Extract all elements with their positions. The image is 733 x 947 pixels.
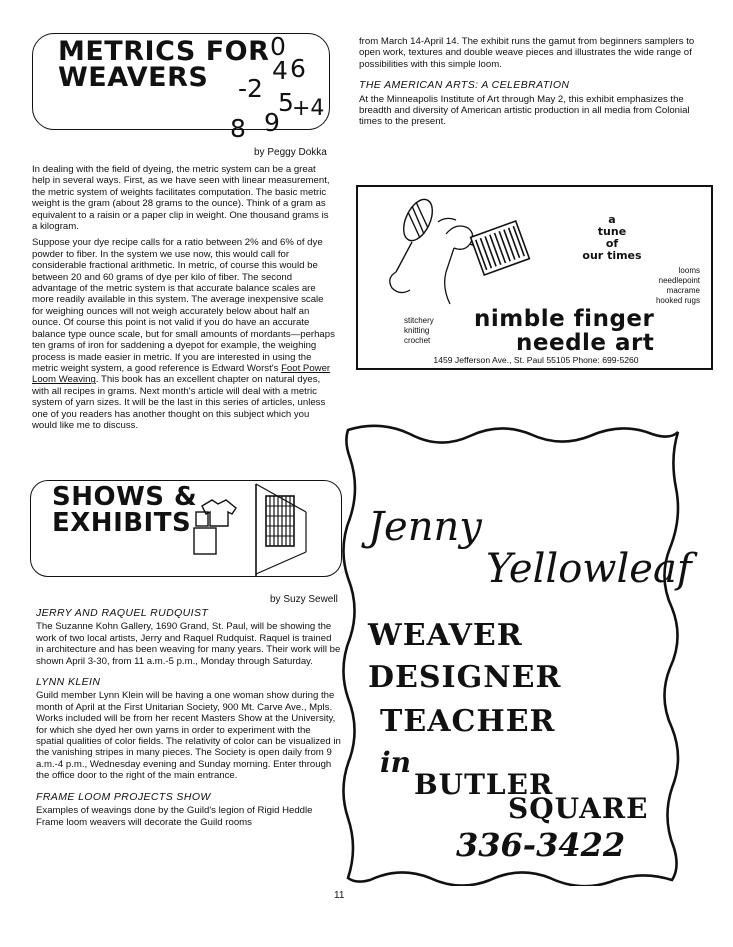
item3-heading: FRAME LOOM PROJECTS SHOW [36, 790, 211, 803]
american-arts-body: At the Minneapolis Institute of Art through May 2, this exhibit emphasizes the breadth and diversity of American artistic production in all media from Colonial times to the present. [359, 93, 690, 128]
deco-number: 0 [270, 32, 286, 61]
jenny-phone: 336-3422 [456, 826, 626, 864]
deco-number: 8 [230, 114, 246, 143]
craft-item: stitchery [404, 316, 434, 325]
role-weaver: WEAVER [368, 618, 523, 653]
deco-number: +4 [292, 96, 325, 121]
crafts-left [404, 316, 434, 346]
metrics-byline: by Peggy Dokka [254, 147, 327, 158]
frame-loom-continued: from March 14-April 14. The exhibit runs the gamut from beginners samplers to open work, textures and double weave pieces and illustrates the wide range of possibilities with this simple loom. [359, 36, 695, 70]
page-number: 11 [334, 890, 345, 901]
weaving-icon [266, 496, 294, 546]
craft-item: macrame [666, 286, 700, 295]
shows-title-line2: EXHIBITS [52, 508, 192, 538]
role-teacher: TEACHER [380, 704, 556, 739]
shows-exhibits-illustration [188, 482, 340, 576]
tagline-3: of [605, 237, 619, 250]
metrics-title-line2: WEAVERS [58, 62, 209, 93]
tagline-2: tune [597, 225, 627, 238]
deco-number: 9 [264, 108, 280, 137]
item1-heading: JERRY AND RAQUEL RUDQUIST [36, 607, 209, 619]
item2-body: Guild member Lynn Klein will be having a one woman show during the month of April at the First Unitarian Society, 900 Mt. Carve Ave., Mpls. Works included will be from her recent Masters Show at the University, for which she dyed her own yarns in order to experiment with the spatial qualities of color fields. The relativity of color can be visualized in the vanishing stripes in many pieces. The Society is open daily from 9 a.m.-4 p.m., Wednesday evening and Sunday morning. Enter through the office door to the right of the main entrance. [36, 690, 341, 782]
metrics-p2-b: . This book has an excellent chapter on natural dyes, with all recipes in grams. Next month's article will deal with a metric system of yarn sizes. It will be the last in this series of articles, unless one of you readers has another thought on this subject which you would like me to discuss. [32, 374, 326, 431]
crafts-right [560, 266, 700, 306]
tagline-1: a [608, 213, 616, 226]
ad-address: 1459 Jefferson Ave., St. Paul 55105 Phone: 699-5260 [433, 355, 639, 365]
metrics-title-line1: METRICS FOR [58, 36, 270, 67]
jenny-first-name: Jenny [368, 504, 482, 550]
craft-item: knitting [404, 326, 430, 335]
racket-icon [396, 195, 438, 272]
deco-number: 6 [290, 54, 306, 83]
metrics-deco-numbers [228, 30, 328, 143]
item2-heading: LYNN KLEIN [36, 676, 101, 689]
ad-name-line2: needle art [516, 330, 655, 356]
loom-icon [471, 221, 530, 275]
shirt-icon [202, 500, 236, 526]
jenny-last-name: Yellowleaf [486, 546, 692, 592]
metrics-paragraph-1: In dealing with the field of dyeing, the metric system can be a great help in several ways. First, as we have seen with linear measurement, the metric system of weights facilitates computation. The basic metric weight is the gram (about 28 grams to the ounce). Think of a gram as equivalent to a raisin or a paper clip in weight. One thousand grams is a kilogram. [32, 164, 330, 233]
metrics-article [32, 164, 336, 436]
location-in: in [380, 746, 411, 779]
ad-illustration [376, 192, 546, 312]
shows-article [36, 608, 341, 833]
american-arts-heading: THE AMERICAN ARTS: A CELEBRATION [359, 79, 570, 92]
tagline-4: our times [582, 249, 642, 262]
craft-item: needlepoint [658, 276, 700, 285]
metrics-p2-a: Suppose your dye recipe calls for a ratio between 2% and 6% of dye powder to fiber. In the system we use now, this would call for considerable fractional arithmetic. In metric, of course this would be between 20 and 60 grams of dye per kilo of fiber. The second advantage of the metric system is that accurate balance scales are more readily available in this system. The average inexpensive scale for weighing ounces will not weigh accurately below about half an ounce. Of course this point is not valid if you do have an accurate balance type ounce scale, but for small amounts of mordants—perhaps ten grams of iron for saddening a dyepot for example, the weighing process is made easier in metric. If you are interested in using the metric weight system, a good reference is Edward Worst's [32, 237, 335, 374]
location-square: SQUARE [508, 792, 649, 825]
craft-item: looms [678, 266, 700, 275]
deco-number: -2 [238, 74, 263, 103]
ad-name-line1: nimble finger [474, 306, 655, 332]
deco-number: 5 [278, 88, 294, 117]
location-butler: BUTLER [414, 768, 554, 801]
right-column-text [359, 36, 699, 133]
metrics-paragraph-2 [32, 237, 336, 431]
shows-byline: by Suzy Sewell [270, 594, 338, 605]
item1-body: The Suzanne Kohn Gallery, 1690 Grand, St. Paul, will be showing the work of two local artists, Jerry and Raquel Rudquist. Raquel is trained in architecture and has been weaving for many years. Their work will be shown April 3-30, from 11 a.m.-5 p.m., Monday through Saturday. [36, 621, 341, 667]
craft-item: crochet [404, 336, 431, 345]
shows-title-line1: SHOWS & [52, 482, 198, 512]
book-title: Foot Power Loom Weaving [32, 362, 331, 386]
item3-body: Examples of weavings done by the Guild's legion of Rigid Heddle Frame loom weavers will decorate the Guild rooms [36, 805, 313, 828]
role-designer: DESIGNER [368, 660, 562, 695]
deco-number: 4 [272, 56, 288, 85]
craft-item: hooked rugs [655, 296, 700, 305]
pedestal-icon [194, 528, 216, 554]
ad-tagline [560, 214, 664, 262]
